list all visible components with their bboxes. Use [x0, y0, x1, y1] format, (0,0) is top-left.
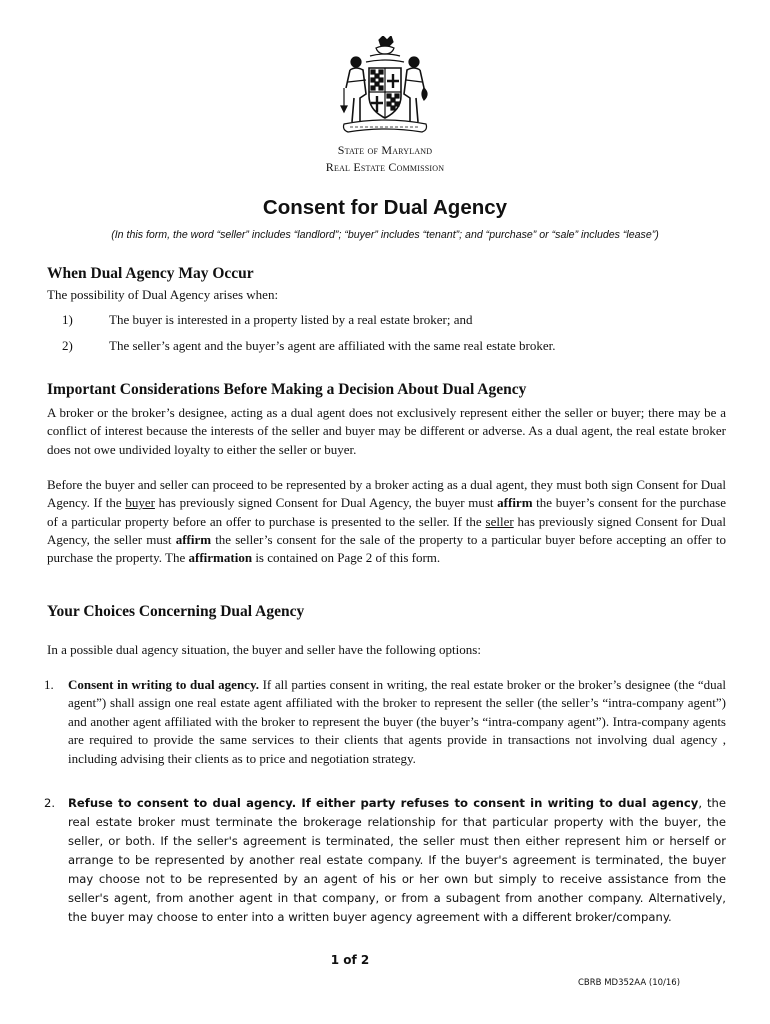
affirm-bold: affirm: [497, 495, 533, 511]
affirmation-bold: affirmation: [188, 550, 253, 566]
affirm-bold: affirm: [175, 531, 212, 547]
list-item-number: 2): [62, 338, 73, 353]
section-heading-your-choices: Your Choices Concerning Dual Agency: [47, 603, 305, 620]
seller-underlined: seller: [485, 513, 514, 529]
considerations-paragraph: A broker or the broker’s designee, acting as a dual agent does not exclusively represent either the seller or buyer; there may be a conflict of interest because the interests of the seller and buyer may be different or adverse. As a dual agent, the real estate broker does not owe undivided loyalty to either the seller or buyer.: [47, 405, 726, 457]
option-consent: [44, 676, 726, 768]
option-refuse: [44, 794, 726, 927]
maryland-state-seal: [336, 36, 434, 138]
list-item-text: The buyer is interested in a property listed by a real estate broker; and: [109, 312, 473, 327]
page-number: 1 of 2: [330, 953, 370, 967]
option-text: Consent in writing to dual agency. If all parties consent in writing, the real estate broker or the broker’s designee (the “dual agent”) shall assign one real estate agent affiliated with the broker to represent the seller (the seller’s “intra-company agent”) and another agent affiliated with the broker to represent the buyer (the buyer’s “intra-company agent”). Intra-company agents are required to provide the same services to their clients that agents provide in transactions not involving dual agency , including advising their clients as to price and negotiation strategy.: [68, 677, 726, 766]
agency-name-line2: Real Estate Commission: [325, 160, 445, 174]
definitions-note: (In this form, the word “seller” includes “landlord”; “buyer” includes “tenant”; and “purchase” or “sale” includes “lease”): [111, 229, 659, 241]
option-title: Refuse to consent to dual agency. If either party refuses to consent in writing to dual agency: [68, 796, 699, 810]
option-text: Refuse to consent to dual agency. If either party refuses to consent in writing to dual agency, the real estate broker must terminate the brokerage relationship for that particular property with the buyer, the seller, or both. If the seller's agreement is terminated, the seller must then either represent him or herself or arrange to be represented by another real estate company. If the buyer's agreement is terminated, the buyer may choose not to be represented by an agent of his or her own but simply to receive assistance from the seller's agent, from another agent in that company, or from a subagent from another company. Alternatively, the buyer may choose to enter into a written buyer agency agreement with a different broker/company.: [68, 796, 726, 924]
section1-intro: The possibility of Dual Agency arises when:: [47, 287, 279, 302]
form-title: Consent for Dual Agency: [262, 196, 508, 219]
option-number: 1.: [44, 677, 54, 692]
agency-name-line1: State of Maryland: [337, 143, 433, 157]
option-number: 2.: [44, 796, 56, 810]
consent-paragraph: Before the buyer and seller can proceed to be represented by a broker acting as a dual agent, they must both sign Consent for Dual Agency. If the buyer has previously signed Consent for Dual Agency, the buyer must affirm the buyer’s consent for the purchase of a particular property before an offer to purchase is presented to the seller. If the seller has previously signed Consent for Dual Agency, the seller must affirm the seller’s consent for the sale of the property to a particular buyer before accepting an offer to purchase the property. The affirmation is contained on Page 2 of this form.: [47, 477, 727, 566]
list-item-text: The seller’s agent and the buyer’s agent are affiliated with the same real estate broker.: [109, 338, 556, 353]
choices-intro: In a possible dual agency situation, the buyer and seller have the following options:: [47, 642, 481, 657]
option-title: Consent in writing to dual agency.: [68, 677, 259, 692]
buyer-underlined: buyer: [125, 495, 155, 511]
form-number: CBRB MD352AA (10/16): [578, 978, 681, 988]
list-item-number: 1): [62, 312, 73, 327]
section-heading-when-dual-agency: When Dual Agency May Occur: [47, 265, 254, 282]
section-heading-important-considerations: Important Considerations Before Making a Decision About Dual Agency: [47, 381, 527, 398]
